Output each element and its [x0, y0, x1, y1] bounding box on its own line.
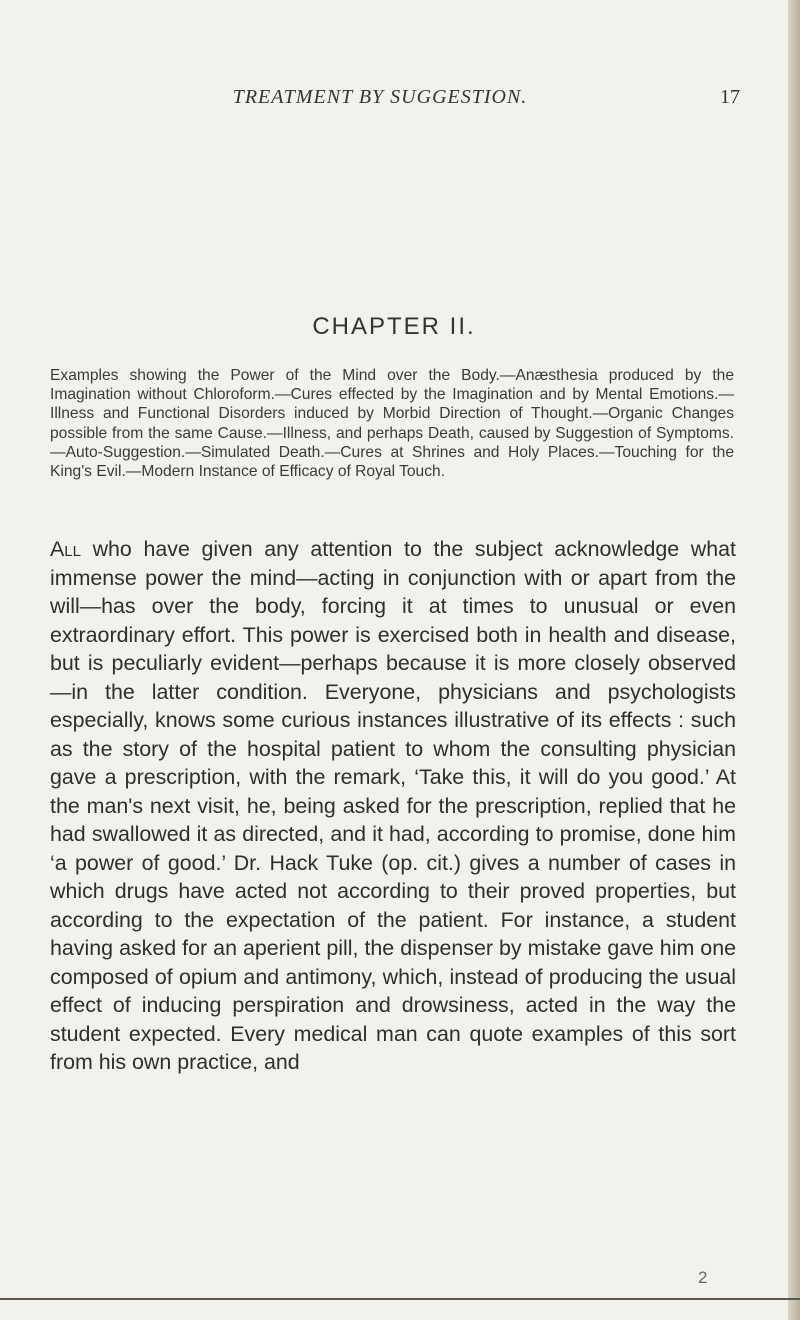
page-number: 17 — [720, 86, 740, 108]
body-paragraph — [50, 535, 736, 1077]
paragraph-text: who have given any attention to the subject acknowledge what immense power the mind—acting in conjunction with or apart from the will—has over the body, forcing it at times to unusual or even extraordinary effort. This power is exercised both in health and disease, but is peculiarly evident—perhaps because it is more closely observed—in the latter condition. Everyone, physicians and psychologists especially, knows some curious instances illustrative of its effects : such as the story of the hospital patient to whom the consulting physician gave a prescription, with the remark, ‘Take this, it will do you good.’ At the man's next visit, he, being asked for the prescription, replied that he had swallowed it as directed, and it had, according to promise, done him ‘a power of good.’ Dr. Hack Tuke (op. cit.) gives a number of cases in which drugs have acted not according to their proved properties, but according to the expectation of the patient. For instance, a student having asked for an aperient pill, the dispenser by mistake gave him one composed of opium and antimony, which, instead of producing the usual effect of inducing perspiration and drowsiness, acted in the way the student expected. Every medical man can quote examples of this sort from his own practice, and — [50, 537, 736, 1074]
running-title: TREATMENT BY SUGGESTION. — [232, 86, 528, 108]
bottom-rule — [0, 1298, 800, 1300]
chapter-synopsis: Examples showing the Power of the Mind over the Body.—Anæsthesia produced by the Imagination without Chloroform.—Cures effected by the Imagination and by Mental Emotions.—Illness and Functional Disorders induced by Morbid Direction of Thought.—Organic Changes possible from the same Cause.—Illness, and perhaps Death, caused by Suggestion of Symptoms.—Auto-Suggestion.—Simulated Death.—Cures at Shrines and Holy Places.—Touching for the King's Evil.—Modern Instance of Efficacy of Royal Touch. — [50, 367, 734, 481]
chapter-title: CHAPTER II. — [312, 313, 476, 340]
opening-word: All — [50, 537, 81, 561]
signature-mark: 2 — [698, 1268, 708, 1287]
page-edge — [788, 0, 800, 1320]
